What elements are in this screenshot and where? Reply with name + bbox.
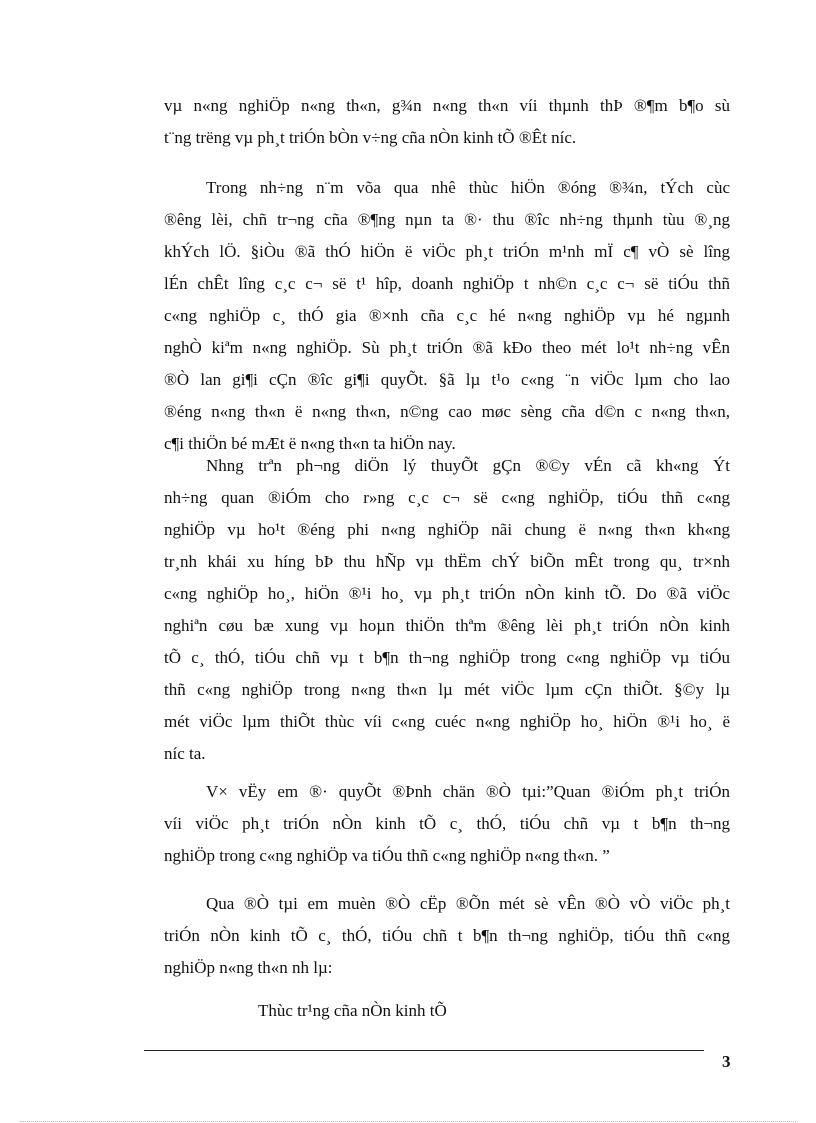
text-line: nghiÖp trong c«ng nghiÖp va tiÓu thñ c«ng nghiÖp n«ng th«n. ” [164,846,610,865]
text-line: vµ n«ng nghiÖp n«ng th«n, g¾n n«ng th«n víi thµnh thÞ ®¶m b¶o sù [164,96,730,115]
paragraph-1 [164,90,730,154]
page-bottom-edge [20,1121,796,1122]
footer-rule [144,1050,704,1051]
text-line: khÝch lÖ. §iÒu ®ã thÓ hiÖn ë viÖc ph¸t triÓn m¹nh mÏ c¶ vÒ sè lîng [164,242,730,261]
text-line: thñ c«ng nghiÖp trong n«ng th«n lµ mét viÖc lµm cÇn thiÕt. §©y lµ [164,680,730,699]
text-line: níc ta. [164,744,206,763]
text-line: ®Ò lan gi¶i cÇn ®îc gi¶i quyÕt. §ã lµ t¹o c«ng ¨n viÖc lµm cho lao [164,370,730,389]
text-line: c«ng nghiÖp ho¸, hiÖn ®¹i ho¸ vµ ph¸t triÓn nÒn kinh tÕ. Do ®ã viÖc [164,584,730,603]
paragraph-5 [164,888,730,984]
text-line: Trong nh÷ng n¨m võa qua nhê thùc hiÖn ®óng ®¾n, tÝch cùc [206,178,730,197]
text-line: Nhng trªn ph¬ng diÖn lý thuyÕt gÇn ®©y vÉn cã kh«ng Ýt [206,456,730,475]
text-line: mét viÖc lµm thiÕt thùc víi c«ng cuéc n«ng nghiÖp ho¸ hiÖn ®¹i ho¸ ë [164,712,730,731]
text-line: lÉn chÊt lîng c¸c c¬ së t¹ hîp, doanh nghiÖp t nh©n c¸c c¬ së tiÓu thñ [164,274,730,293]
text-line: t¨ng trëng vµ ph¸t triÓn bÒn v÷ng cña nÒn kinh tÕ ®Êt níc. [164,128,577,147]
page-number: 3 [722,1052,731,1071]
text-line: nghÒ kiªm n«ng nghiÖp. Sù ph¸t triÓn ®ã kÐo theo mét lo¹t nh÷ng vÊn [164,338,730,357]
text-line: triÓn nÒn kinh tÕ c¸ thÓ, tiÓu chñ t b¶n th¬ng nghiÖp, tiÓu thñ c«ng [164,926,730,945]
text-line: ®éng n«ng th«n ë n«ng th«n, n©ng cao møc sèng cña d©n c n«ng th«n, [164,402,730,421]
paragraph-2 [164,172,730,460]
text-line: nghiÖp n«ng th«n nh lµ: [164,958,333,977]
paragraph-3 [164,450,730,770]
text-line: nghiÖp vµ ho¹t ®éng phi n«ng nghiÖp nãi chung ë n«ng th«n kh«ng [164,520,730,539]
subheading-paragraph [258,995,558,1027]
text-line: V× vËy em ®· quyÕt ®Þnh chän ®Ò tµi:”Quan ®iÓm ph¸t triÓn [206,782,730,801]
text-line: c«ng nghiÖp c¸ thÓ gia ®×nh cña c¸c hé n«ng nghiÖp vµ hé ngµnh [164,306,730,325]
text-line: víi viÖc ph¸t triÓn nÒn kinh tÕ c¸ thÓ, tiÓu chñ vµ t b¶n th¬ng [164,814,730,833]
text-line: ®êng lèi, chñ tr¬ng cña ®¶ng nµn ta ®· thu ®îc nh÷ng thµnh tùu ®¸ng [164,210,730,229]
paragraph-4 [164,776,730,872]
text-line: nghiªn cøu bæ xung vµ hoµn thiÖn thªm ®êng lèi ph¸t triÓn nÒn kinh [164,616,730,635]
text-line: Qua ®Ò tµi em muèn ®Ò cËp ®Õn mét sè vÊn ®Ò vÒ viÖc ph¸t [206,894,730,913]
text-line: tÕ c¸ thÓ, tiÓu chñ vµ t b¶n th¬ng nghiÖp trong c«ng nghiÖp vµ tiÓu [164,648,730,667]
text-line: Thùc tr¹ng cña nÒn kinh tÕ [258,1001,447,1020]
text-line: tr¸nh khái xu híng bÞ thu hÑp vµ thËm chÝ biÕn mÊt trong qu¸ tr×nh [164,552,730,571]
text-line: nh÷ng quan ®iÓm cho r»ng c¸c c¬ së c«ng nghiÖp, tiÓu thñ c«ng [164,488,730,507]
text-line: c¶i thiÖn bé mÆt ë n«ng th«n ta hiÖn nay. [164,434,456,453]
